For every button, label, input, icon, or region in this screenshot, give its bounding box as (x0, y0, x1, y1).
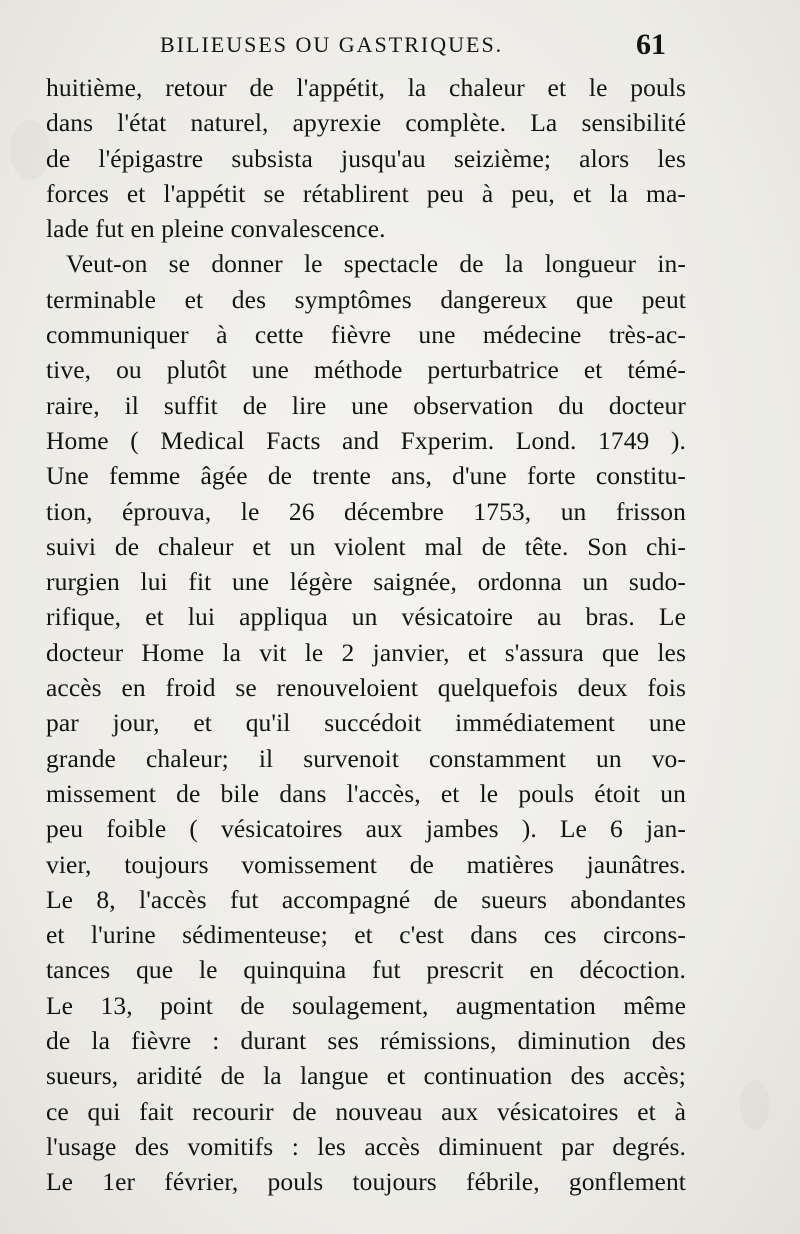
text-line: peu foible ( vésicatoires aux jambes ). Le 6 jan- (46, 814, 686, 844)
text-line: l'usage des vomitifs : les accès diminuent par degrés. (46, 1131, 686, 1161)
page-header (0, 28, 800, 68)
text-line: par jour, et qu'il succédoit immédiatement une (46, 708, 686, 738)
body-text (46, 70, 686, 1200)
text-line: docteur Home la vit le 2 janvier, et s'assura que les (46, 637, 686, 667)
running-title: BILIEUSES OU GASTRIQUES. (160, 32, 504, 57)
text-line: rifique, et lui appliqua un vésicatoire au bras. Le (46, 602, 686, 632)
text-line: vier, toujours vomissement de matières jaunâtres. (46, 849, 686, 879)
text-line: Le 8, l'accès fut accompagné de sueurs abondantes (46, 884, 686, 914)
text-line: tive, ou plutôt une méthode perturbatrice et témé- (46, 355, 686, 385)
text-line-citation: Home ( Medical Facts and Fxperim. Lond. 1749 ). (46, 425, 686, 455)
text-line: dans l'état naturel, apyrexie complète. La sensibilité (46, 108, 686, 138)
text-line: accès en froid se renouveloient quelquefois deux fois (46, 673, 686, 703)
page-smudge (740, 1080, 770, 1130)
text-line: forces et l'appétit se rétablirent peu à peu, et la ma- (46, 178, 686, 208)
text-line: communiquer à cette fièvre une médecine très-ac- (46, 320, 686, 350)
text-line: ce qui fait recourir de nouveau aux vésicatoires et à (46, 1096, 686, 1126)
text-line: lade fut en pleine convalescence. (46, 214, 386, 244)
text-line: Le 1er février, pouls toujours fébrile, gonflement (46, 1167, 686, 1197)
text-line: huitième, retour de l'appétit, la chaleur et le pouls (46, 73, 686, 102)
text-line: Une femme âgée de trente ans, d'une forte constitu- (46, 461, 686, 491)
text-line: missement de bile dans l'accès, et le pouls étoit un (46, 778, 686, 808)
text-line: et l'urine sédimenteuse; et c'est dans ces circons- (46, 920, 686, 950)
text-line: grande chaleur; il survenoit constamment un vo- (46, 743, 686, 773)
text-line: Veut-on se donner le spectacle de la longueur in- (66, 249, 686, 279)
text-line: de l'épigastre subsista jusqu'au seizième; alors les (46, 143, 686, 173)
text-line: sueurs, aridité de la langue et continuation des accès; (46, 1061, 686, 1091)
text-line: terminable et des symptômes dangereux que peut (46, 284, 686, 314)
text-line: Le 13, point de soulagement, augmentation même (46, 990, 686, 1020)
page-number: 61 (636, 28, 666, 61)
text-line: de la fièvre : durant ses rémissions, diminution des (46, 1026, 686, 1056)
text-line: tion, éprouva, le 26 décembre 1753, un frisson (46, 496, 686, 526)
text-line: tances que le quinquina fut prescrit en décoction. (46, 955, 686, 985)
page-smudge (10, 120, 50, 180)
text-line: rurgien lui fit une légère saignée, ordonna un sudo- (46, 567, 686, 597)
text-line: raire, il suffit de lire une observation du docteur (46, 390, 686, 420)
text-line: suivi de chaleur et un violent mal de tête. Son chi- (46, 531, 686, 561)
